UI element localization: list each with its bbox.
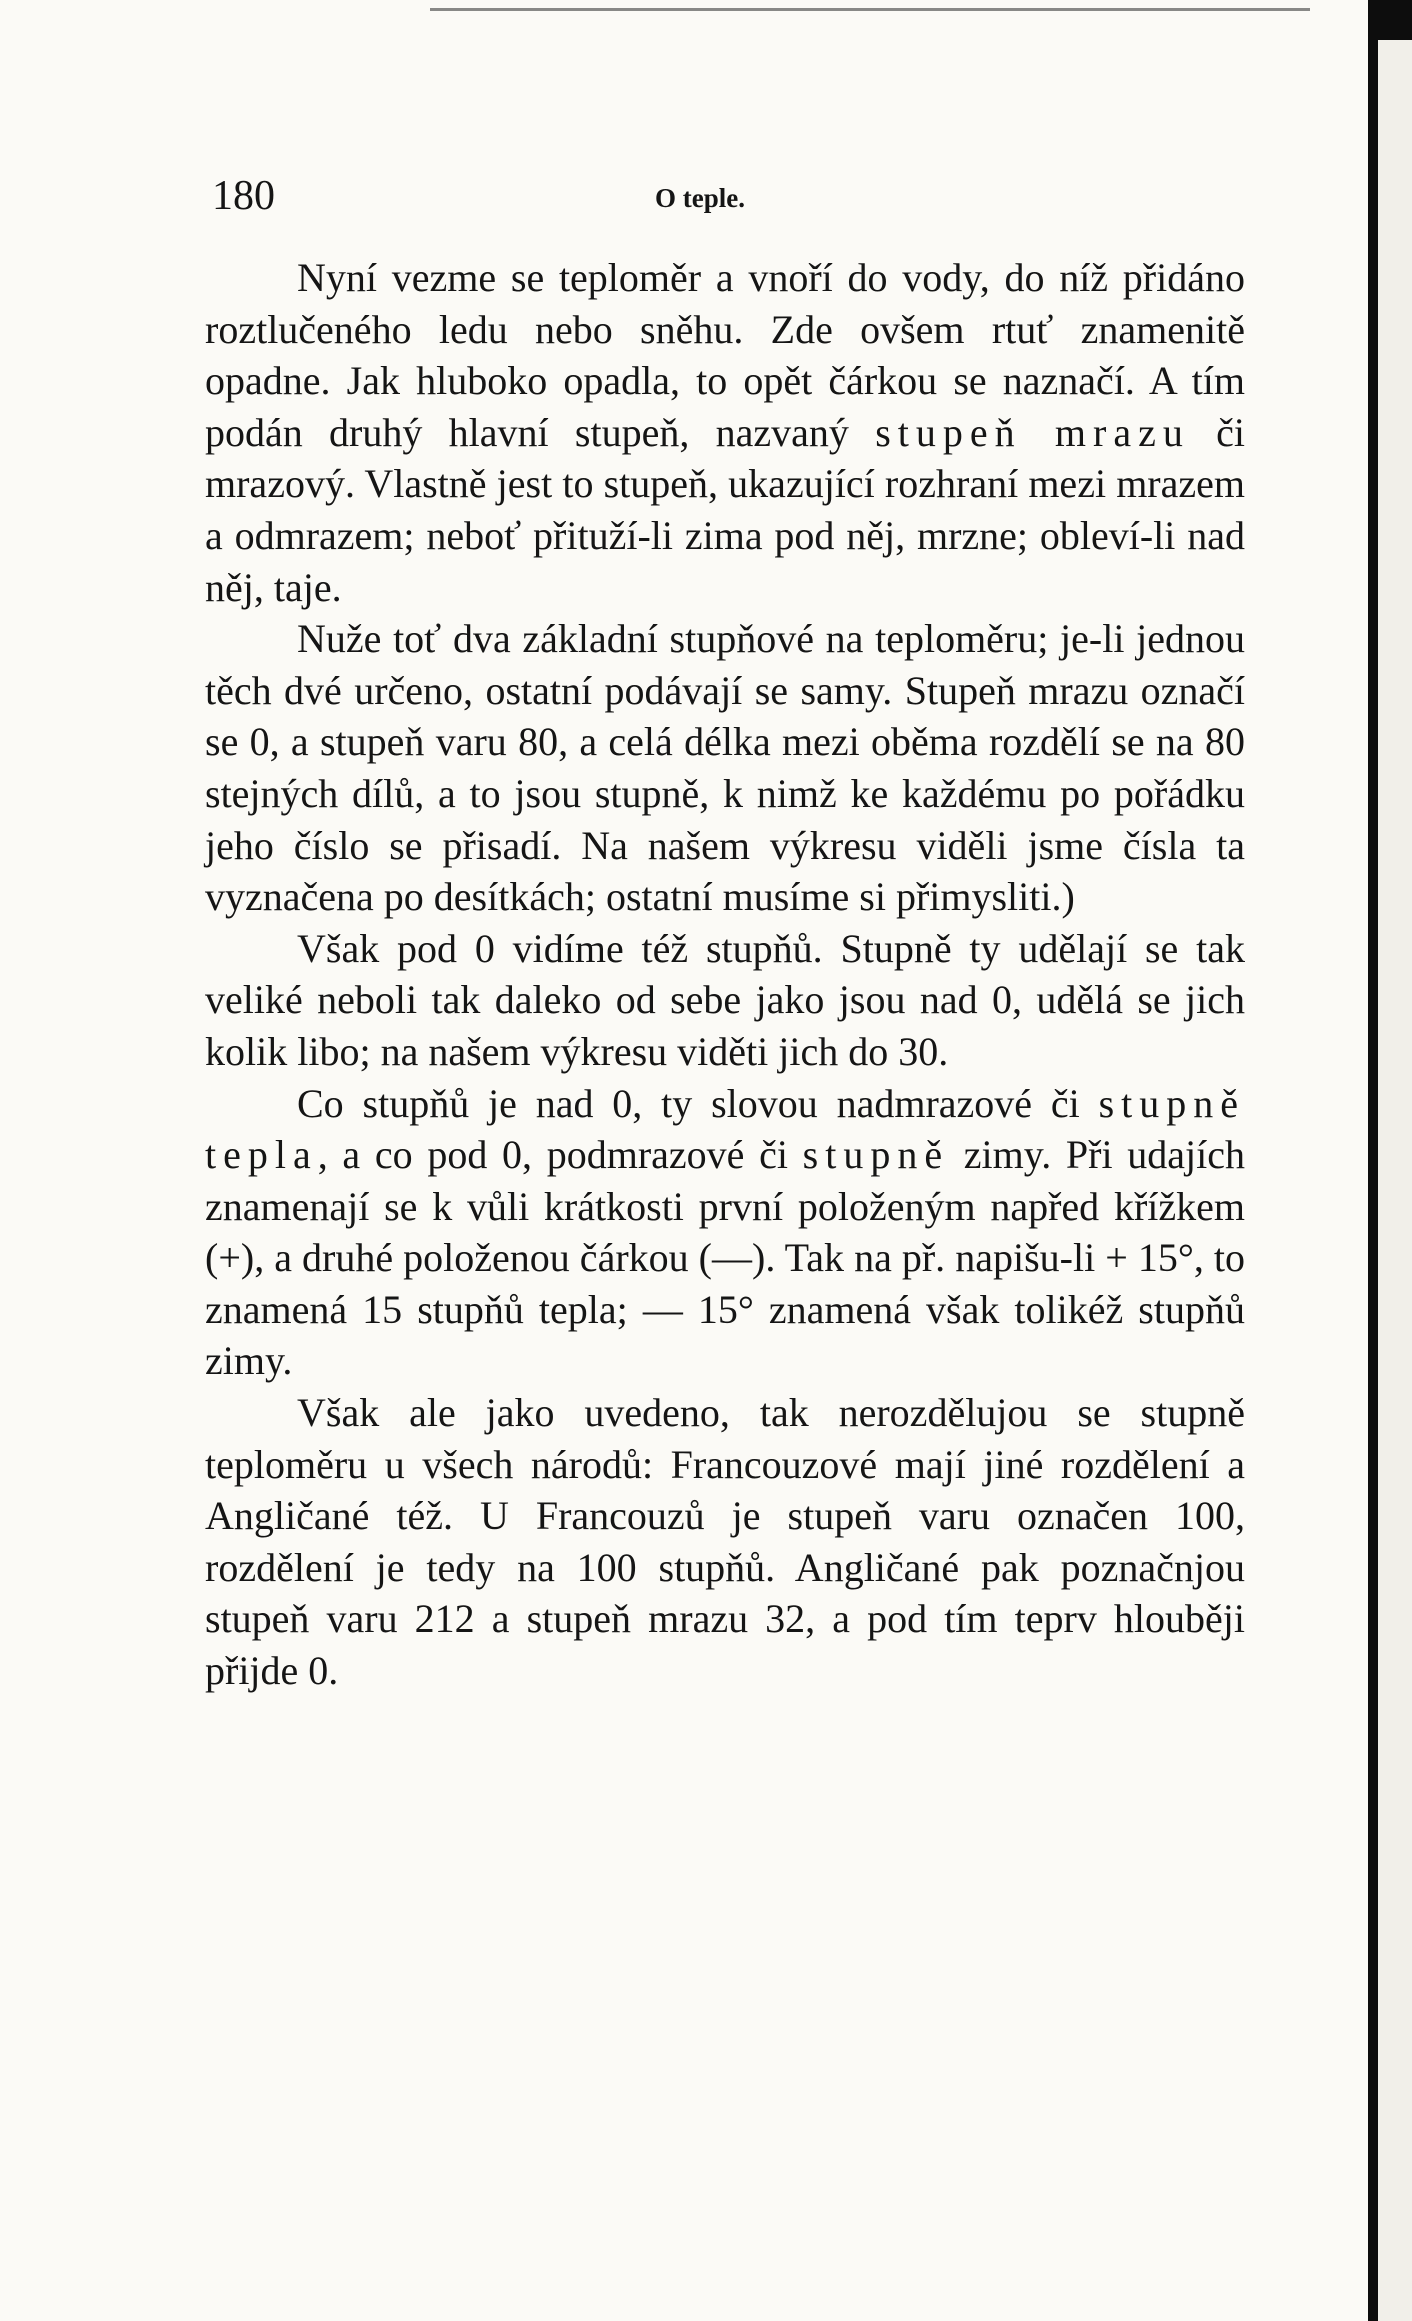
text-segment: zimy. Při udajích znamenají se k vůli krátkosti první položeným napřed křížkem (+), a druhé položenou čárkou (—). Tak na př. napišu-li + 15°, to znamená 15 stupňů tepla; — 15° znamená však tolikéž stupňů zimy. <box>205 1132 1245 1384</box>
text-segment: , a co pod 0, podmrazové či <box>317 1132 803 1178</box>
running-head: O teple. <box>655 183 745 213</box>
text-segment: Nuže toť dva základní stupňové na teploměru; je-li jednou těch dvé určeno, ostatní podávají se samy. Stupeň mrazu označí se 0, a stupeň varu 80, a celá délka mezi oběma rozdělí se na 80 stejných dílů, a to jsou stupně, k nimž ke každému po pořádku jeho číslo se přisadí. Na našem výkresu viděli jsme čísla ta vyznačena po desítkách; ostatní musíme si přimysliti.) <box>205 616 1245 920</box>
page-number: 180 <box>212 173 275 219</box>
text-segment: či mrazový. Vlastně jest to stupeň, ukazující rozhraní mezi mrazem a odmrazem; neboť přituží-li zima pod něj, mrzne; obleví-li nad něj, taje. <box>205 409 1246 610</box>
top-edge-rule <box>430 8 1310 11</box>
adjacent-page-edge <box>1378 40 1412 2321</box>
paragraph <box>205 252 1245 613</box>
text-segment: Však pod 0 vidíme též stupňů. Stupně ty udělají se tak veliké neboli tak daleko od sebe jako jsou nad 0, udělá se jich kolik libo; na našem výkresu viděti jich do 30. <box>205 925 1245 1074</box>
paragraph <box>205 613 1245 923</box>
paragraph <box>205 1078 1245 1388</box>
emphasized-term: stupně tepla <box>205 1080 1245 1178</box>
text-segment: Co stupňů je nad 0, ty slovou nadmrazové či <box>297 1080 1099 1126</box>
text-segment: Však ale jako uvedeno, tak nerozdělujou se stupně teploměru u všech národů: Francouzové mají jiné rozdělení a Angličané též. U Francouzů je stupeň varu označen 100, rozdělení je tedy na 100 stupňů. Angličané pak poznačnjou stupeň varu 212 a stupeň mrazu 32, a pod tím teprv hlouběji přijde 0. <box>205 1390 1245 1694</box>
emphasized-term: stupeň mrazu <box>875 409 1190 455</box>
emphasized-term: stupně <box>802 1132 950 1178</box>
page-header <box>212 168 1222 228</box>
body-text <box>205 252 1245 1697</box>
paragraph <box>205 923 1245 1078</box>
text-segment: Nyní vezme se teploměr a vnoří do vody, do níž přidáno roztlučeného ledu nebo sněhu. Zde ovšem rtuť znamenitě opadne. Jak hluboko opadla, to opět čárkou se naznačí. A tím podán druhý hlavní stupeň, nazvaný <box>205 255 1245 455</box>
paragraph <box>205 1387 1245 1697</box>
